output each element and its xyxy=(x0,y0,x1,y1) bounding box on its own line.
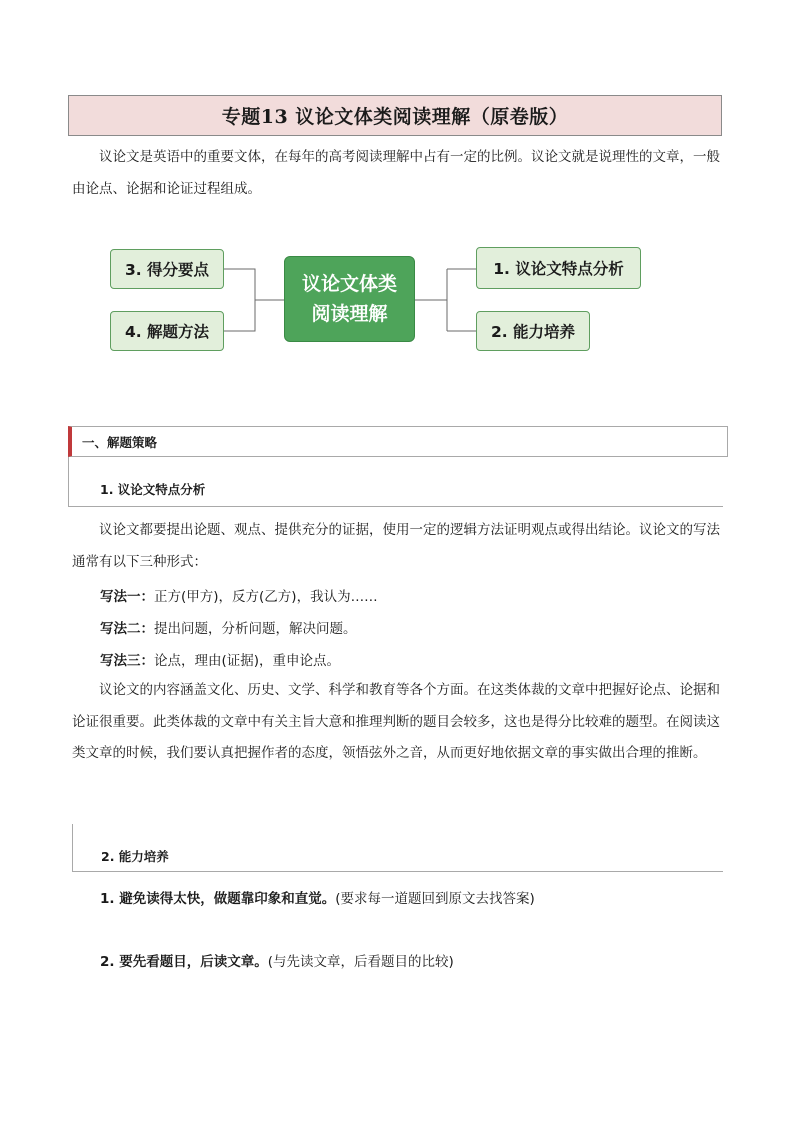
section-header-text: 一、解题策略 xyxy=(82,434,158,450)
mindmap-center-line1: 议论文体类 xyxy=(301,273,397,295)
page-title: 专题13 议论文体类阅读理解（原卷版） xyxy=(221,106,569,128)
method-text: 提出问题，分析问题，解决问题。 xyxy=(154,621,357,637)
mindmap-node-label: 2. 能力培养 xyxy=(490,323,576,341)
mindmap-center-node xyxy=(284,256,415,342)
intro-text: 议论文是英语中的重要文体，在每年的高考阅读理解中占有一定的比例。议论文就是说理性的文章，一般由论点、论据和论证过程组成。 xyxy=(72,149,720,197)
subsection-header-ability-training xyxy=(72,824,723,872)
method-text: 正方(甲方)，反方(乙方)，我认为…… xyxy=(154,589,378,605)
mindmap-node-label: 1. 议论文特点分析 xyxy=(493,260,624,278)
subsection-header-feature-analysis xyxy=(68,457,723,507)
content-paragraph-text: 议论文的内容涵盖文化、历史、文学、科学和教育等各个方面。在这类体裁的文章中把握好论点、论据和论证很重要。此类体裁的文章中有关主旨大意和推理判断的题目会较多，这也是得分比较难的题型。在阅读这类文章的时候，我们要认真把握作者的态度，领悟弦外之音，从而更好地依据文章的事实做出合理的推断。 xyxy=(72,682,720,761)
mindmap-node-label: 3. 得分要点 xyxy=(124,261,210,279)
mindmap-node-ability-training xyxy=(476,311,590,351)
feature-paragraph-text: 议论文都要提出论题、观点、提供充分的证据，使用一定的逻辑方法证明观点或得出结论。议论文的写法通常有以下三种形式： xyxy=(72,522,720,570)
subsection-header-text: 1. 议论文特点分析 xyxy=(100,482,206,497)
mindmap-node-label: 4. 解题方法 xyxy=(124,323,210,341)
mindmap-node-solving-methods xyxy=(110,311,224,351)
tip-text: (要求每一道题回到原文去找答案) xyxy=(335,891,535,907)
method-text: 论点，理由(证据)，重申论点。 xyxy=(154,653,341,669)
method-1 xyxy=(100,585,378,605)
method-2 xyxy=(100,617,357,637)
mindmap-node-feature-analysis xyxy=(476,247,641,289)
section-header-strategy xyxy=(68,426,728,457)
tip-text: (与先读文章，后看题目的比较) xyxy=(267,954,454,970)
subsection-header-text: 2. 能力培养 xyxy=(101,849,169,864)
method-label: 写法一： xyxy=(100,589,154,605)
tip-2 xyxy=(100,950,454,970)
mindmap-node-scoring-points xyxy=(110,249,224,289)
method-3 xyxy=(100,649,340,669)
method-label: 写法二： xyxy=(100,621,154,637)
mindmap-center-line2: 阅读理解 xyxy=(311,303,388,325)
method-label: 写法三： xyxy=(100,653,154,669)
feature-paragraph xyxy=(72,515,722,578)
tip-1 xyxy=(100,887,535,907)
content-paragraph xyxy=(72,675,722,770)
tip-bold: 1. 避免读得太快，做题靠印象和直觉。 xyxy=(100,891,336,907)
tip-bold: 2. 要先看题目，后读文章。 xyxy=(100,954,268,970)
